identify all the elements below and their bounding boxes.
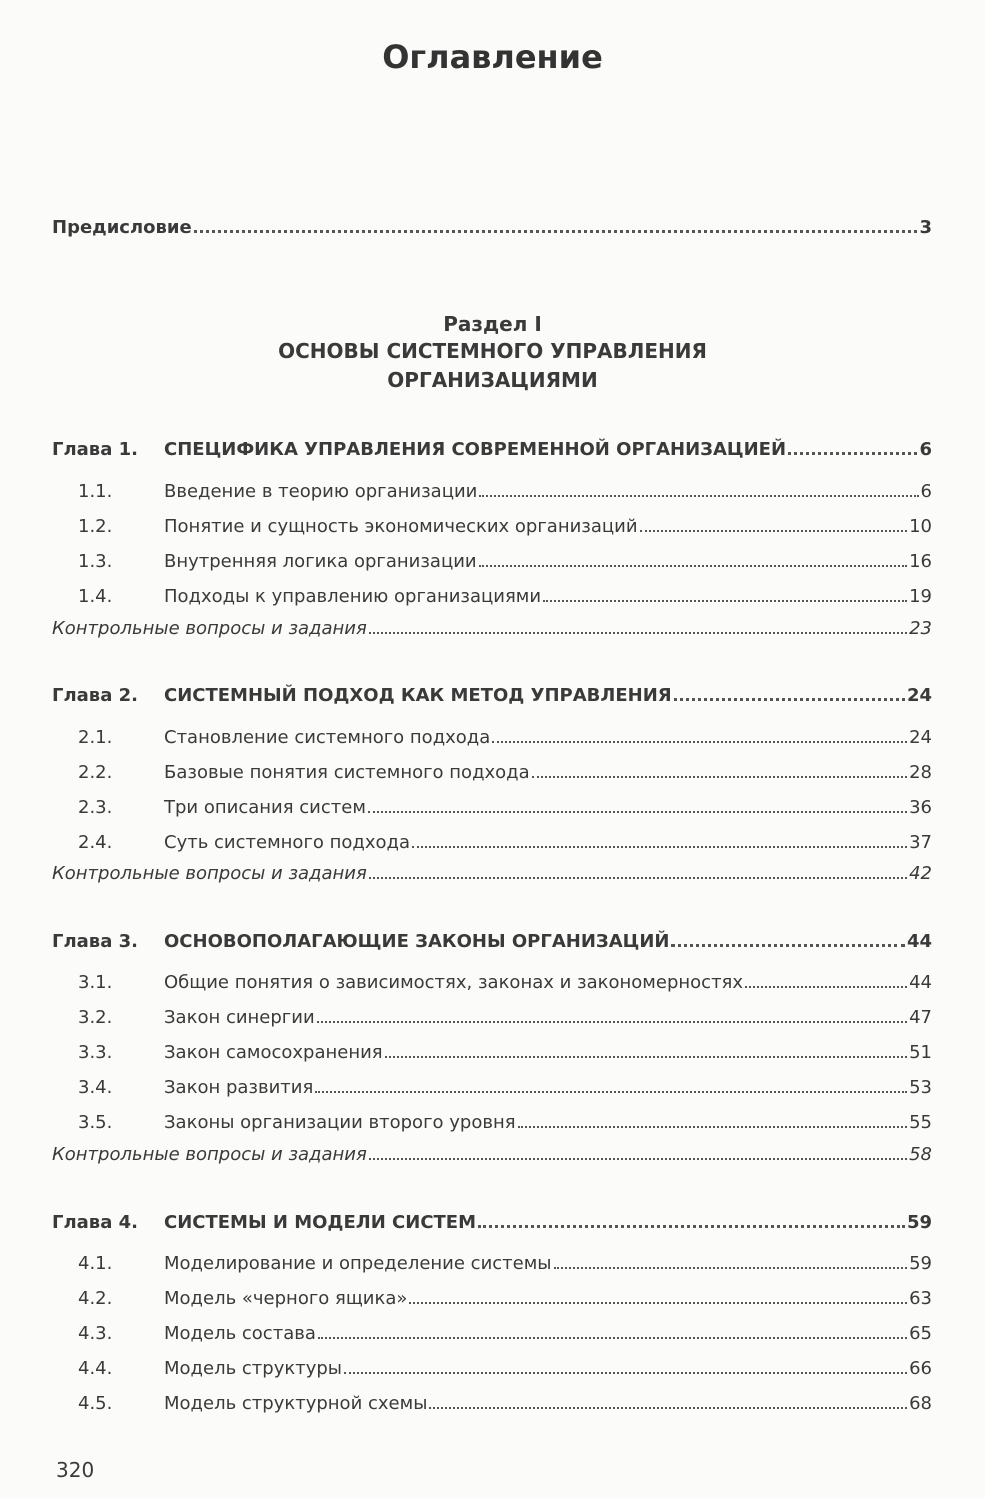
dot-leader <box>194 229 918 233</box>
toc-item-4-1[interactable] <box>52 1248 932 1274</box>
chapter-title: СПЕЦИФИКА УПРАВЛЕНИЯ СОВРЕМЕННОЙ ОРГАНИЗАЦИЕЙ <box>164 439 787 460</box>
chapter-title: СИСТЕМЫ И МОДЕЛИ СИСТЕМ <box>164 1212 477 1233</box>
entry-title: Предисловие <box>52 217 192 238</box>
dot-leader <box>412 845 907 848</box>
control-page: 23 <box>909 618 932 639</box>
item-title: Закон синергии <box>164 1007 315 1028</box>
dot-leader <box>518 1125 908 1128</box>
chapter-number: Глава 1. <box>52 439 138 460</box>
item-number: 4.4. <box>78 1358 113 1379</box>
dot-leader <box>317 1020 907 1023</box>
item-page: 19 <box>909 586 932 607</box>
item-number: 2.1. <box>78 727 113 748</box>
item-title: Введение в теорию организации <box>164 481 478 502</box>
toc-item-4-4[interactable] <box>52 1353 932 1379</box>
entry-page: 3 <box>919 217 932 238</box>
item-title: Законы организации второго уровня <box>164 1112 516 1133</box>
item-title: Закон развития <box>164 1077 314 1098</box>
item-number: 3.5. <box>78 1112 113 1133</box>
chapter-title: ОСНОВОПОЛАГАЮЩИЕ ЗАКОНЫ ОРГАНИЗАЦИЙ <box>164 931 670 952</box>
toc-item-3-1[interactable] <box>52 967 932 993</box>
item-page: 6 <box>920 481 932 502</box>
item-title: Модель структуры <box>164 1358 343 1379</box>
toc-item-1-3[interactable] <box>52 546 932 572</box>
dot-leader <box>554 1266 908 1269</box>
item-number: 4.3. <box>78 1323 113 1344</box>
dot-leader <box>788 451 917 455</box>
control-title: Контрольные вопросы и задания <box>52 618 367 639</box>
control-page: 58 <box>909 1144 932 1165</box>
toc-item-2-1[interactable] <box>52 722 932 748</box>
item-number: 2.3. <box>78 797 113 818</box>
item-title: Модель состава <box>164 1323 316 1344</box>
dot-leader <box>479 564 907 567</box>
chapter-page: 59 <box>906 1212 932 1233</box>
dot-leader <box>369 876 907 879</box>
dot-leader <box>543 599 907 602</box>
toc-item-4-3[interactable] <box>52 1318 932 1344</box>
chapter-page: 24 <box>906 685 932 706</box>
dot-leader <box>369 1157 907 1160</box>
item-number: 1.3. <box>78 551 113 572</box>
dot-leader <box>315 1090 907 1093</box>
item-page: 68 <box>909 1393 932 1414</box>
chapter-number: Глава 4. <box>52 1212 138 1233</box>
dot-leader <box>479 494 918 497</box>
item-page: 24 <box>909 727 932 748</box>
toc-item-1-2[interactable] <box>52 511 932 537</box>
dot-leader <box>671 943 904 947</box>
item-title: Общие понятия о зависимостях, законах и закономерностях <box>164 972 744 993</box>
dot-leader <box>674 697 905 701</box>
chapter-number: Глава 3. <box>52 931 138 952</box>
item-page: 28 <box>909 762 932 783</box>
item-page: 44 <box>909 972 932 993</box>
section-name-line1: ОСНОВЫ СИСТЕМНОГО УПРАВЛЕНИЯ <box>278 339 707 363</box>
dot-leader <box>409 1301 907 1304</box>
dot-leader <box>429 1406 907 1409</box>
toc-chapter-1[interactable] <box>52 434 932 460</box>
toc-control-2[interactable] <box>52 858 932 884</box>
toc-item-4-2[interactable] <box>52 1283 932 1309</box>
item-number: 2.4. <box>78 832 113 853</box>
control-title: Контрольные вопросы и задания <box>52 1144 367 1165</box>
item-title: Подходы к управлению организациями <box>164 586 542 607</box>
toc-chapter-3[interactable] <box>52 926 932 952</box>
item-page: 65 <box>909 1323 932 1344</box>
dot-leader <box>478 1224 905 1228</box>
item-number: 3.1. <box>78 972 113 993</box>
toc-item-1-1[interactable] <box>52 476 932 502</box>
toc-item-1-4[interactable] <box>52 581 932 607</box>
item-page: 51 <box>909 1042 932 1063</box>
toc-item-3-2[interactable] <box>52 1002 932 1028</box>
item-title: Три описания систем <box>164 797 366 818</box>
toc-item-2-2[interactable] <box>52 757 932 783</box>
dot-leader <box>385 1055 907 1058</box>
dot-leader <box>640 529 908 532</box>
item-number: 3.3. <box>78 1042 113 1063</box>
dot-leader <box>745 985 907 988</box>
item-title: Понятие и сущность экономических организаций <box>164 516 638 537</box>
item-page: 63 <box>909 1288 932 1309</box>
dot-leader <box>368 810 907 813</box>
item-number: 4.2. <box>78 1288 113 1309</box>
item-title: Модель «черного ящика» <box>164 1288 408 1309</box>
item-number: 1.1. <box>78 481 113 502</box>
item-page: 36 <box>909 797 932 818</box>
item-page: 55 <box>909 1112 932 1133</box>
dot-leader <box>492 740 907 743</box>
item-number: 4.1. <box>78 1253 113 1274</box>
page-number: 320 <box>56 1458 95 1482</box>
chapter-number: Глава 2. <box>52 685 138 706</box>
item-number: 1.2. <box>78 516 113 537</box>
item-page: 10 <box>909 516 932 537</box>
control-title: Контрольные вопросы и задания <box>52 863 367 884</box>
toc-item-2-3[interactable] <box>52 792 932 818</box>
item-number: 3.2. <box>78 1007 113 1028</box>
item-number: 2.2. <box>78 762 113 783</box>
section-name-line2: ОРГАНИЗАЦИЯМИ <box>387 368 598 392</box>
item-title: Внутренняя логика организации <box>164 551 477 572</box>
dot-leader <box>532 775 907 778</box>
item-page: 47 <box>909 1007 932 1028</box>
toc-item-3-4[interactable] <box>52 1072 932 1098</box>
dot-leader <box>344 1371 907 1374</box>
dot-leader <box>318 1336 907 1339</box>
page-title: Оглавление <box>382 38 603 76</box>
section-label: Раздел I <box>443 312 542 336</box>
toc-entry-preface[interactable] <box>52 212 932 238</box>
toc-control-3[interactable] <box>52 1139 932 1165</box>
toc-chapter-2[interactable] <box>52 680 932 706</box>
item-number: 3.4. <box>78 1077 113 1098</box>
item-title: Закон самосохранения <box>164 1042 383 1063</box>
item-title: Модель структурной схемы <box>164 1393 428 1414</box>
toc-item-3-5[interactable] <box>52 1107 932 1133</box>
toc-item-3-3[interactable] <box>52 1037 932 1063</box>
item-page: 59 <box>909 1253 932 1274</box>
item-number: 1.4. <box>78 586 113 607</box>
item-title: Становление системного подхода <box>164 727 491 748</box>
chapter-page: 44 <box>906 931 932 952</box>
toc-item-2-4[interactable] <box>52 827 932 853</box>
chapter-page: 6 <box>919 439 932 460</box>
item-title: Моделирование и определение системы <box>164 1253 552 1274</box>
chapter-title: СИСТЕМНЫЙ ПОДХОД КАК МЕТОД УПРАВЛЕНИЯ <box>164 685 672 706</box>
item-title: Суть системного подхода <box>164 832 411 853</box>
item-number: 4.5. <box>78 1393 113 1414</box>
item-page: 16 <box>909 551 932 572</box>
item-page: 37 <box>909 832 932 853</box>
item-page: 53 <box>909 1077 932 1098</box>
toc-item-4-5[interactable] <box>52 1388 932 1414</box>
toc-chapter-4[interactable] <box>52 1207 932 1233</box>
item-page: 66 <box>909 1358 932 1379</box>
item-title: Базовые понятия системного подхода <box>164 762 530 783</box>
control-page: 42 <box>909 863 932 884</box>
dot-leader <box>369 631 907 634</box>
toc-control-1[interactable] <box>52 613 932 639</box>
